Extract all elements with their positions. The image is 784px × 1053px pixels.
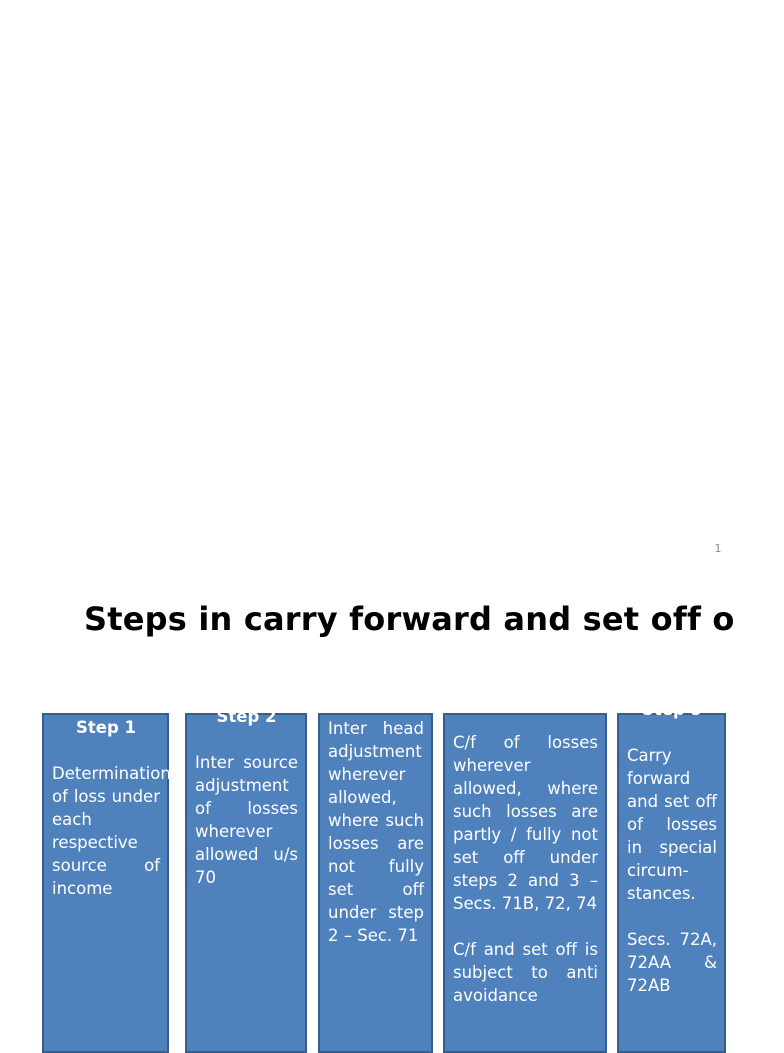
step-4-text-2: C/f and set off is subject to anti avoidance: [453, 940, 598, 1005]
step-2-box: [185, 707, 307, 1053]
step-2-text: Inter source adjustment of losses wherever allowed u/s 70: [195, 753, 298, 887]
step-3-text: Inter head adjustment wherever allowed, where such losses are not fully set off under step 2 – Sec. 71: [328, 719, 424, 945]
step-3-box: [318, 713, 433, 1053]
step-5-text-2: Secs. 72A, 72AA & 72AB: [627, 930, 717, 995]
step-5-box: [617, 700, 726, 1053]
step-1-box: [42, 713, 169, 1053]
step-4-box: [443, 713, 607, 1053]
step-4-text: C/f of losses wherever allowed, where such losses are partly / fully not set off under steps 2 and 3 – Secs. 71B, 72, 74: [453, 733, 598, 913]
step-1-heading: Step 1: [76, 718, 136, 737]
step-2-heading: Step 2: [216, 707, 277, 726]
step-5-heading: Step 5: [642, 700, 702, 719]
page-number: 1: [714, 542, 722, 555]
step-1-text: Determination of loss under each respective source of income: [52, 764, 171, 898]
step-5-text: Carry forward and set off of losses in special circum-stances.: [627, 746, 717, 903]
slide-title: Steps in carry forward and set off o: [84, 600, 735, 638]
